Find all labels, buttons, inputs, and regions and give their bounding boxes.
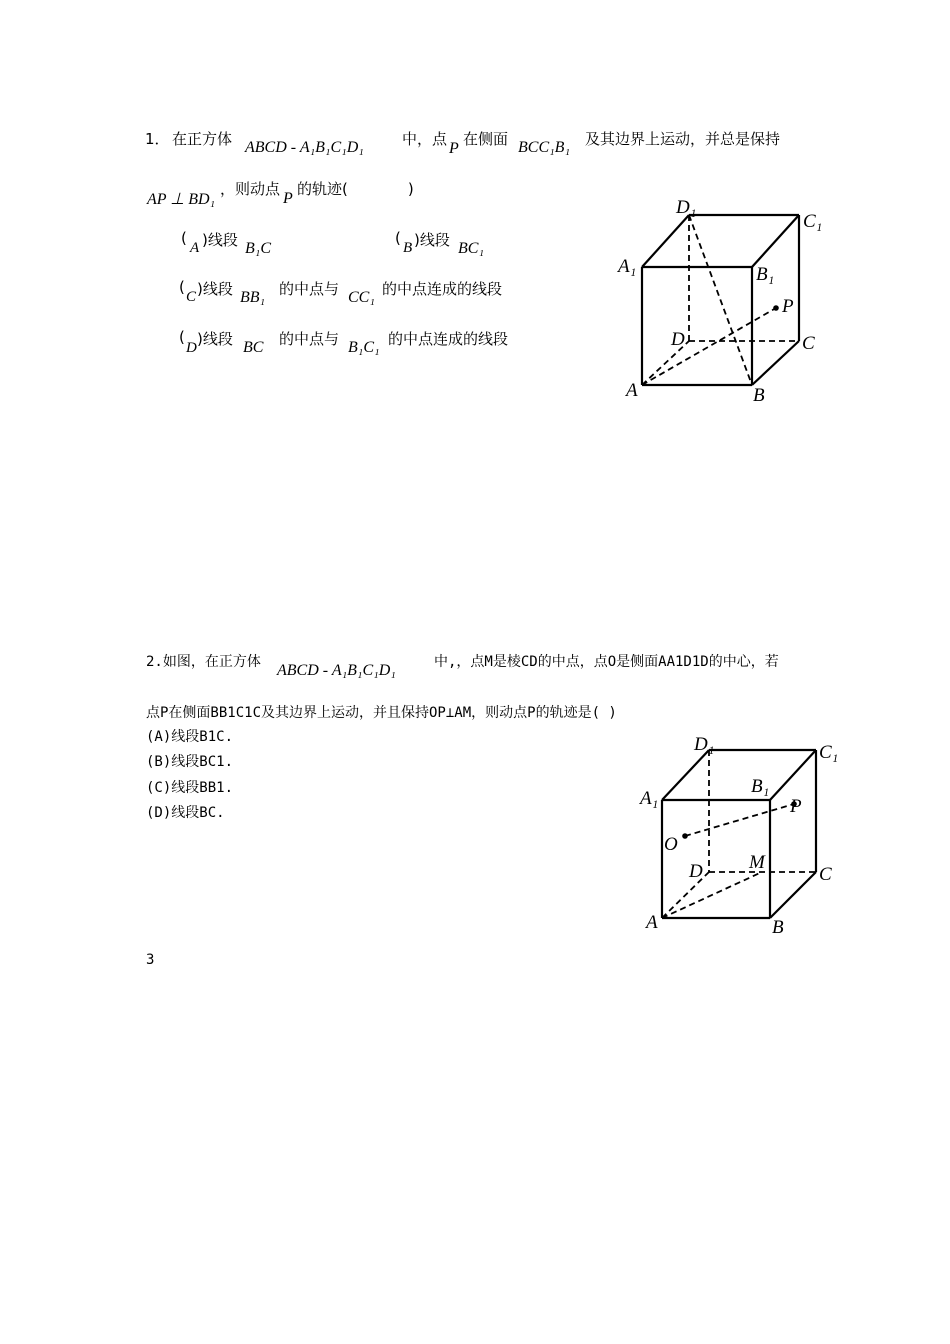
q1-option-a-letter: A bbox=[190, 240, 200, 256]
segment-a-m bbox=[662, 872, 762, 918]
label-c1: C₁ bbox=[819, 742, 839, 763]
label-b1: B₁ bbox=[756, 264, 775, 285]
q2-text-2: 中,，点M是棱CD的中点，点O是侧面AA1D1D的中心，若 bbox=[434, 654, 779, 670]
q1-text-2: 中，点 bbox=[402, 130, 448, 148]
q1-option-b-open: ( bbox=[395, 229, 401, 247]
q1-option-d-segment: BC bbox=[243, 339, 264, 356]
q1-cube-name: ABCD - A₁B₁C₁D₁ bbox=[245, 139, 364, 156]
edge-a1-d1 bbox=[642, 215, 689, 267]
label-b: B bbox=[772, 917, 784, 938]
label-c: C bbox=[819, 864, 832, 885]
edge-c1-b1 bbox=[770, 750, 816, 800]
edge-c-b bbox=[752, 341, 799, 385]
label-a: A bbox=[626, 380, 638, 401]
page-number: 3 bbox=[146, 952, 155, 968]
q1-cube-figure bbox=[610, 195, 830, 410]
label-a1: A₁ bbox=[618, 256, 637, 277]
label-p: P bbox=[782, 296, 794, 317]
segment-a-p bbox=[642, 308, 776, 385]
q1-point-p2: P bbox=[283, 190, 293, 207]
label-c1: C₁ bbox=[803, 211, 823, 232]
label-a1: A₁ bbox=[640, 788, 659, 809]
q1-option-d-post: 的中点连成的线段 bbox=[388, 330, 509, 348]
label-d: D bbox=[671, 329, 685, 350]
label-d: D bbox=[689, 861, 703, 882]
q1-option-b-letter: B bbox=[403, 240, 413, 256]
q2-option-a: (A)线段B1C. bbox=[146, 729, 234, 745]
label-m: M bbox=[749, 852, 765, 873]
q2-cube-name: ABCD - A₁B₁C₁D₁ bbox=[277, 662, 396, 679]
q1-option-b-text: )线段 bbox=[414, 231, 450, 249]
label-b1: B₁ bbox=[751, 776, 770, 797]
point-o bbox=[682, 833, 688, 839]
q1-option-d-text: )线段 bbox=[197, 330, 233, 348]
diagonal-d1-b bbox=[689, 215, 752, 385]
q1-option-a-text: )线段 bbox=[202, 231, 238, 249]
q2-text-3: 点P在侧面BB1C1C及其边界上运动，并且保持OP⊥AM，则动点P的轨迹是( ) bbox=[146, 705, 617, 721]
label-d1: D₁ bbox=[676, 197, 697, 218]
q2-text-1: 2.如图，在正方体 bbox=[146, 654, 261, 670]
point-p bbox=[773, 305, 779, 311]
edge-c-b bbox=[770, 872, 816, 918]
q1-option-c-letter: C bbox=[186, 289, 197, 305]
q1-point-p: P bbox=[449, 140, 459, 157]
q1-option-a-segment: B₁C bbox=[245, 240, 272, 257]
q1-option-c-segment: BB₁ bbox=[240, 289, 266, 306]
q1-option-c-text: )线段 bbox=[197, 280, 233, 298]
q1-option-c-post: 的中点连成的线段 bbox=[382, 280, 503, 298]
edge-c1-b1 bbox=[752, 215, 799, 267]
q1-text-4: 及其边界上运动，并总是保持 bbox=[585, 130, 781, 148]
q1-text-1: 在正方体 bbox=[172, 130, 233, 148]
q1-option-b-segment: BC₁ bbox=[458, 240, 485, 257]
q1-option-d-segment2: B₁C₁ bbox=[348, 339, 380, 356]
q2-option-b: (B)线段BC1. bbox=[146, 754, 234, 770]
q1-option-c-segment2: CC₁ bbox=[348, 289, 375, 306]
q2-option-c: (C)线段BB1. bbox=[146, 780, 234, 796]
label-c: C bbox=[802, 333, 815, 354]
label-o: O bbox=[664, 834, 678, 855]
q1-text-3: 在侧面 bbox=[463, 130, 509, 148]
label-p: P bbox=[790, 796, 802, 817]
segment-o-p bbox=[685, 804, 794, 836]
q1-number: 1． bbox=[145, 130, 170, 148]
q1-option-c-open: ( bbox=[179, 278, 185, 296]
q1-text-6: 的轨迹( ) bbox=[297, 180, 414, 198]
q1-text-5: ，则动点 bbox=[220, 180, 281, 198]
label-a: A bbox=[646, 912, 658, 933]
q2-cube-figure bbox=[630, 730, 850, 940]
q1-option-c-mid: 的中点与 bbox=[279, 280, 340, 298]
label-d1: D₁ bbox=[694, 734, 715, 755]
q1-condition: AP ⊥ BD₁ bbox=[147, 191, 216, 208]
q1-option-d-mid: 的中点与 bbox=[279, 330, 340, 348]
q1-option-a-open: ( bbox=[181, 229, 187, 247]
q2-option-d: (D)线段BC. bbox=[146, 805, 225, 821]
q1-option-d-letter: D bbox=[186, 340, 197, 356]
q1-option-d-open: ( bbox=[179, 328, 185, 346]
label-b: B bbox=[753, 385, 765, 406]
edge-a1-d1 bbox=[662, 750, 709, 800]
q1-face: BCC₁B₁ bbox=[518, 139, 571, 156]
